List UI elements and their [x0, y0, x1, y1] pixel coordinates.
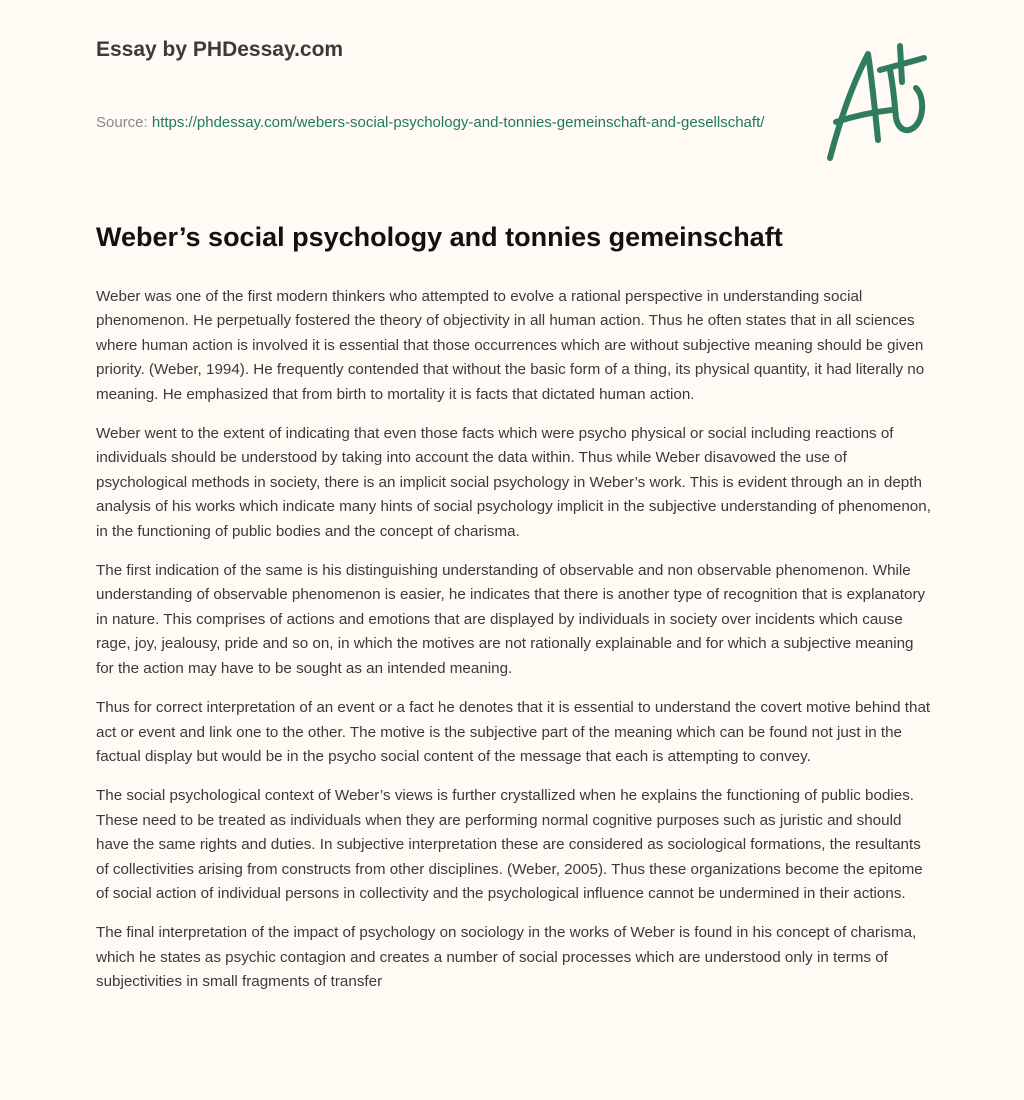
site-brand: Essay by PHDessay.com — [96, 38, 344, 61]
paragraph: The final interpretation of the impact of psychology on sociology in the works of Weber is found in his concept of charisma, which he states as psychic contagion and creates a number of social processes which are understood only in terms of subjectivities in small fragments of transfer — [96, 924, 917, 991]
paragraph: The first indication of the same is his distinguishing understanding of observable and non observable phenomenon. While understanding of observable phenomenon is easier, he indicates that there is another type of recognition that is explanatory in nature. This comprises of actions and emotions that are displayed by individuals in society over incidents which cause rage, joy, jealousy, pride and so on, in which the motives are not rationally explainable and for which a subjective meaning for the action may have to be sought as an intended meaning. — [96, 562, 926, 677]
article-title: Weber’s social psychology and tonnies gemeinschaft — [96, 222, 783, 252]
source-line — [96, 110, 776, 136]
source-link[interactable]: https://phdessay.com/webers-social-psychology-and-tonnies-gemeinschaft-and-gesellschaft/ — [151, 114, 765, 131]
article-body — [96, 285, 932, 1010]
paragraph: Weber went to the extent of indicating that even those facts which were psycho physical or social including reactions of individuals should be understood by taking into account the data within. Thus while Weber disavowed the use of psychological methods in society, there is an implicit social psychology in Weber’s work. This is evident through an in depth analysis of his works which indicate many hints of social psychology implicit in the subjective understanding of phenomenon, in the functioning of public bodies and the concept of charisma. — [96, 425, 931, 540]
a-plus-logo-icon — [820, 40, 930, 165]
paragraph: Thus for correct interpretation of an event or a fact he denotes that it is essential to understand the covert motive behind that act or event and link one to the other. The motive is the subjective part of the meaning which can be found not just in the factual display but would be in the psycho social content of the message that each is attempting to convey. — [96, 699, 931, 765]
source-label: Source: — [96, 114, 152, 131]
paragraph: The social psychological context of Weber’s views is further crystallized when he explains the functioning of public bodies. These need to be treated as individuals when they are performing normal cognitive purposes such as juristic and should have the same rights and duties. In subjective interpretation these are considered as sociological formations, the resultants of collectivities arising from constructs from other disciplines. (Weber, 2005). Thus these organizations become the epitome of social action of individual persons in collectivity and the psychological influence cannot be undermined in their actions. — [96, 787, 923, 902]
paragraph: Weber was one of the first modern thinkers who attempted to evolve a rational perspective in understanding social phenomenon. He perpetually fostered the theory of objectivity in all human action. Thus he often states that in all sciences where human action is involved it is essential that those occurrences which are without subjective meaning should be given priority. (Weber, 1994). He frequently contended that without the basic form of a thing, its physical quantity, it had literally no meaning. He emphasized that from birth to mortality it is facts that dictated human action. — [96, 288, 925, 403]
